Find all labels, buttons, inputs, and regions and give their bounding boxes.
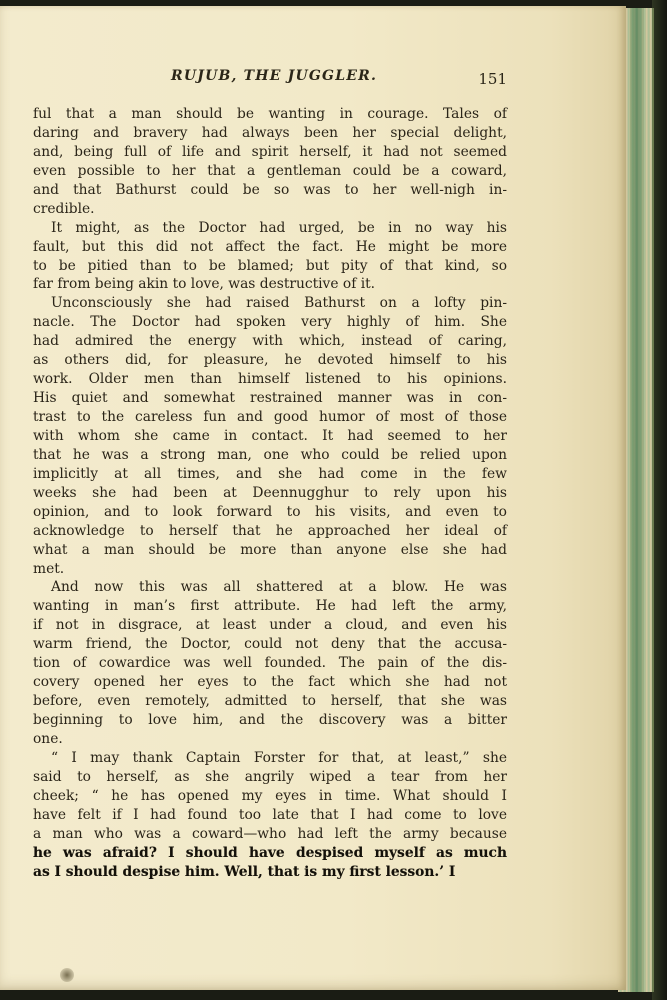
text-line: met.	[33, 560, 65, 577]
text-line: if not in disgrace, at least under a cloud, and even his	[33, 617, 507, 634]
text-line: warm friend, the Doctor, could not deny that the accusa-	[33, 636, 507, 653]
text-line: said to herself, as she angrily wiped a tear from her	[33, 768, 507, 785]
text-line: as I should despise him. Well, that is my first lesson.’ I	[33, 863, 456, 880]
book-binding-shadow	[652, 0, 667, 1000]
text-line: and that Bathurst could be so was to her well-nigh in-	[33, 181, 507, 198]
text-line: a man who was a coward—who had left the army because	[33, 825, 507, 842]
text-line: daring and bravery had always been her special delight,	[33, 124, 507, 141]
text-line: tion of cowardice was well founded. The pain of the dis-	[33, 655, 507, 672]
text-line: he was afraid? I should have despised myself as much	[33, 844, 507, 861]
text-line: cheek; “ he has opened my eyes in time. What should I	[33, 787, 507, 804]
page-number: 151	[478, 70, 507, 88]
text-line: It might, as the Doctor had urged, be in no way his	[51, 219, 507, 236]
body-text	[33, 105, 507, 881]
text-line: beginning to love him, and the discovery was a bitter	[33, 712, 507, 728]
text-line: ful that a man should be wanting in courage. Tales of	[33, 106, 507, 122]
text-line: implicitly at all times, and she had come in the few	[33, 465, 507, 482]
text-line: work. Older men than himself listened to his opinions.	[33, 371, 507, 388]
page-header	[33, 68, 507, 92]
running-head: RUJUB, THE JUGGLER.	[171, 68, 378, 84]
text-line: even possible to her that a gentleman could be a coward,	[33, 162, 507, 179]
text-line: wanting in man’s first attribute. He had left the army,	[33, 598, 507, 615]
text-line: what a man should be more than anyone else she had	[33, 541, 507, 558]
text-line: fault, but this did not affect the fact. He might be more	[33, 238, 507, 255]
text-line: acknowledge to herself that he approached her ideal of	[33, 522, 507, 539]
text-line: weeks she had been at Deennugghur to rely upon his	[33, 484, 507, 501]
text-line: covery opened her eyes to the fact which she had not	[33, 674, 507, 691]
text-line: His quiet and somewhat restrained manner was in con-	[33, 390, 507, 407]
text-line: as others did, for pleasure, he devoted himself to his	[33, 352, 507, 369]
text-line: to be pitied than to be blamed; but pity of that kind, so	[33, 257, 507, 274]
text-line: had admired the energy with which, instead of caring,	[33, 333, 507, 350]
text-line: one.	[33, 730, 63, 747]
text-line: credible.	[33, 200, 95, 217]
text-line: before, even remotely, admitted to herself, that she was	[33, 693, 507, 710]
text-line: nacle. The Doctor had spoken very highly of him. She	[33, 314, 507, 331]
text-line: trast to the careless fun and good humor of most of those	[33, 409, 507, 425]
text-line: far from being akin to love, was destructive of it.	[33, 276, 376, 293]
text-line: opinion, and to look forward to his visits, and even to	[33, 503, 507, 520]
ink-smudge	[60, 968, 74, 982]
text-line: Unconsciously she had raised Bathurst on a lofty pin-	[51, 295, 507, 312]
text-line: and, being full of life and spirit herself, it had not seemed	[33, 143, 507, 160]
text-line: have felt if I had found too late that I had come to love	[33, 806, 507, 823]
text-line: “ I may thank Captain Forster for that, at least,” she	[51, 749, 507, 766]
text-line: that he was a strong man, one who could be relied upon	[33, 446, 507, 463]
text-line: And now this was all shattered at a blow. He was	[51, 579, 507, 596]
text-line: with whom she came in contact. It had seemed to her	[33, 427, 507, 444]
